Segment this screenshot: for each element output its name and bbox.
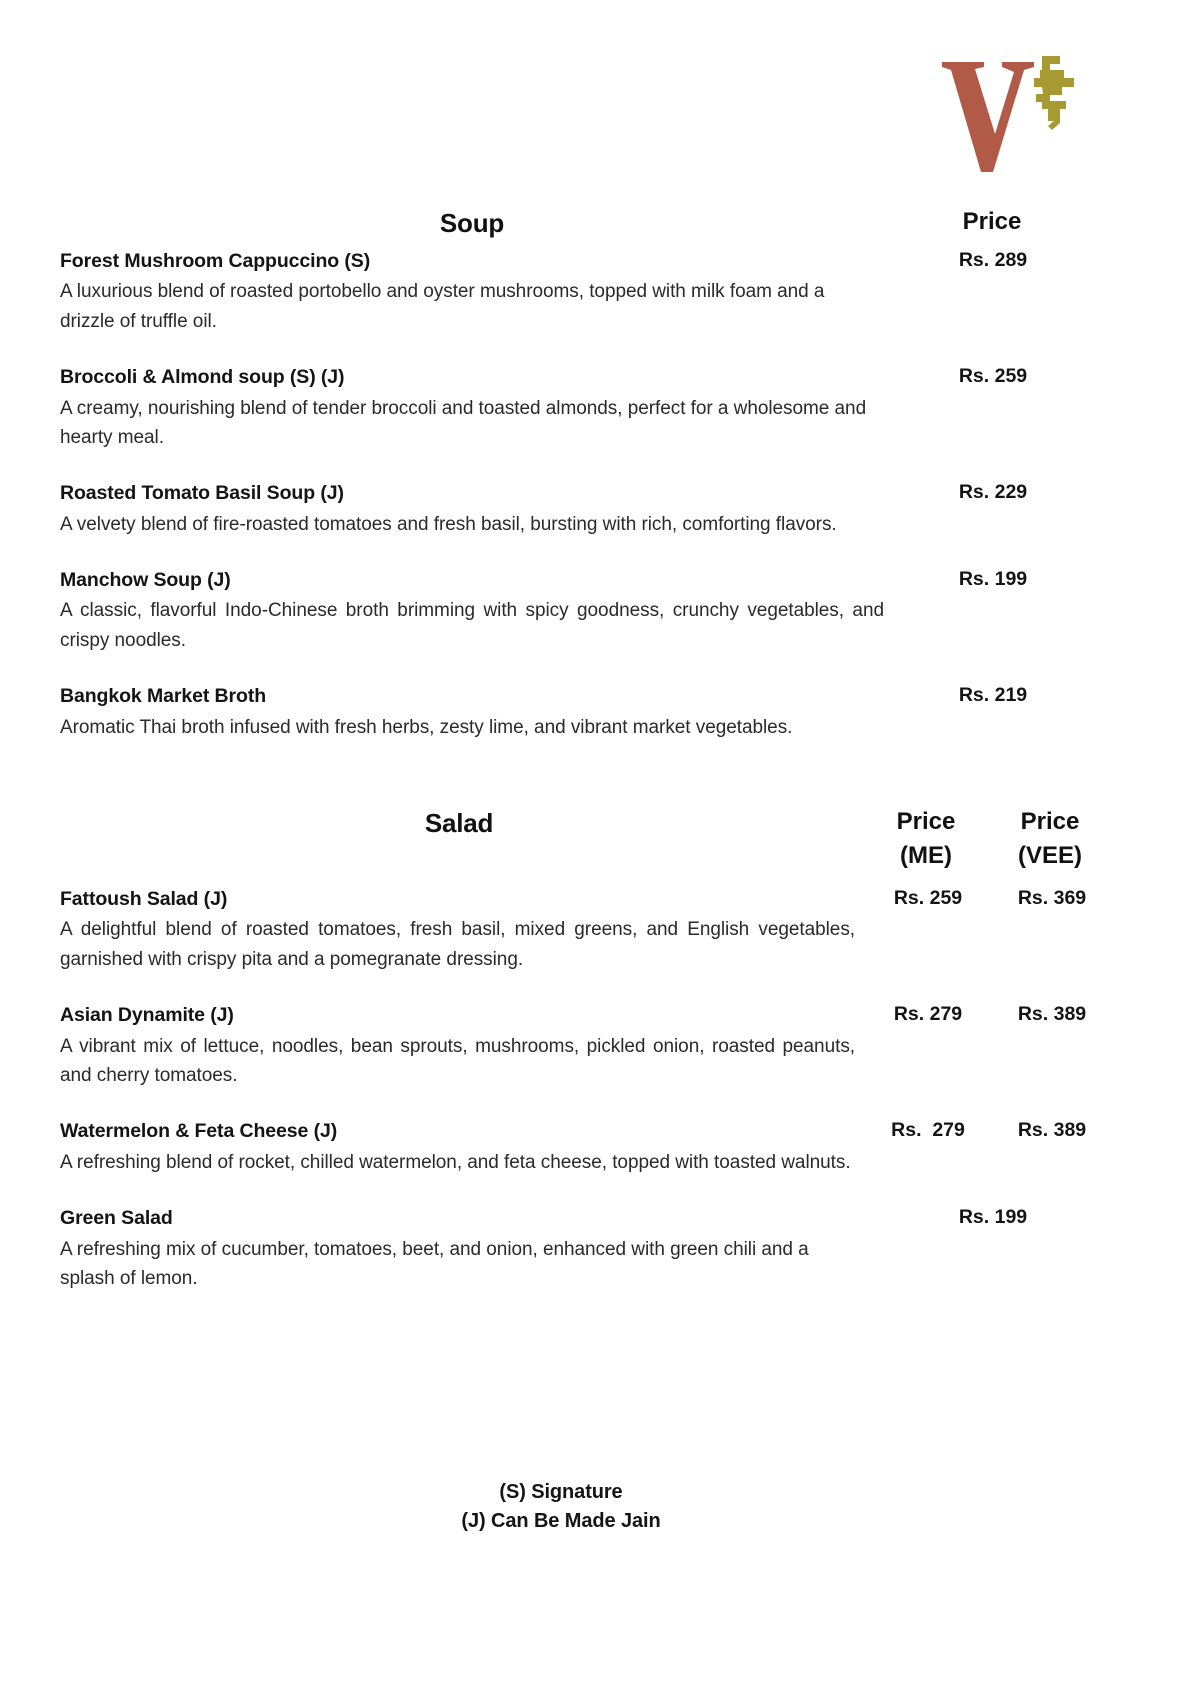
item-name: Asian Dynamite (J): [60, 1004, 234, 1027]
item-description: A velvety blend of fire-roasted tomatoes and fresh basil, bursting with rich, comforting flavors.: [60, 513, 837, 535]
section-spacer: [60, 742, 1062, 808]
item-price-group: [812, 364, 1062, 394]
menu-item: [60, 248, 1062, 336]
item-description: A refreshing blend of rocket, chilled watermelon, and feta cheese, topped with toasted walnuts.: [60, 1151, 851, 1173]
item-name: Forest Mushroom Cappuccino (S): [60, 250, 371, 272]
menu-section-salad: [60, 808, 1087, 1293]
menu-item: [60, 480, 1062, 539]
logo-letter-v-icon: [942, 62, 1034, 172]
item-price-vee: Rs. 389: [1017, 1003, 1087, 1026]
item-name: Fattoush Salad (J): [60, 888, 228, 911]
logo-gold-glyph-icon: [1034, 56, 1074, 130]
item-name: Manchow Soup (J): [60, 569, 231, 592]
item-price-group: [812, 248, 1062, 278]
section-header-salad: [60, 808, 1082, 886]
price-column-header-me: [866, 808, 986, 870]
item-description: A luxurious blend of roasted portobello and oyster mushrooms, topped with milk foam and a drizzle of truffle oil.: [60, 281, 825, 332]
menu-item: [60, 364, 1062, 452]
item-description: Aromatic Thai broth infused with fresh herbs, zesty lime, and vibrant market vegetables.: [60, 716, 793, 738]
item-price-group: [812, 1002, 1087, 1032]
price-header-label: Price: [1020, 808, 1080, 836]
menu-item: [60, 886, 1087, 974]
item-price-me: Rs. 279: [891, 1119, 965, 1142]
legend-jain: (J) Can Be Made Jain: [461, 1510, 661, 1532]
item-price-vee: Rs. 369: [1017, 887, 1087, 910]
restaurant-logo: [938, 48, 1088, 178]
section-header-soup: [60, 208, 1062, 248]
item-name: Bangkok Market Broth: [60, 685, 267, 708]
menu-section-soup: [60, 208, 1062, 742]
item-price-group: [812, 480, 1062, 510]
item-price: Rs. 259: [958, 365, 1028, 388]
item-price: Rs. 229: [958, 481, 1028, 504]
item-price: Rs. 199: [958, 568, 1028, 591]
item-price: Rs. 219: [958, 684, 1028, 707]
legend-signature: (S) Signature: [499, 1481, 623, 1503]
menu-item: [60, 1205, 1062, 1293]
item-description: A vibrant mix of lettuce, noodles, bean sprouts, mushrooms, pickled onion, roasted peanuts, and cherry tomatoes.: [60, 1035, 855, 1086]
item-price-group: [812, 886, 1087, 916]
menu-content: [60, 208, 1087, 1293]
section-title-salad: Salad: [424, 808, 494, 839]
item-name: Broccoli & Almond soup (S) (J): [60, 366, 345, 389]
price-header-label: Price: [896, 808, 956, 836]
logo-artwork: [938, 48, 1088, 178]
item-price-vee: Rs. 389: [1017, 1119, 1087, 1142]
item-price-group: [812, 1205, 1062, 1235]
item-description: A creamy, nourishing blend of tender broccoli and toasted almonds, perfect for a wholesome and hearty meal.: [60, 397, 867, 448]
menu-item: [60, 1002, 1087, 1090]
item-description: A refreshing mix of cucumber, tomatoes, beet, and onion, enhanced with green chili and a splash of lemon.: [60, 1238, 809, 1289]
item-price-group: [812, 567, 1062, 597]
item-price-group: [812, 1118, 1087, 1148]
price-header-sublabel: (VEE): [1017, 842, 1082, 870]
menu-item: [60, 1118, 1087, 1177]
item-name: Green Salad: [60, 1207, 173, 1230]
price-column-header-soup: Price: [962, 208, 1022, 235]
item-price-me: Rs. 199: [958, 1206, 1028, 1229]
menu-item: [60, 683, 1062, 742]
menu-item: [60, 567, 1062, 655]
item-name: Watermelon & Feta Cheese (J): [60, 1120, 338, 1143]
section-title-soup: Soup: [439, 208, 505, 238]
price-column-header-vee: [990, 808, 1110, 870]
item-name: Roasted Tomato Basil Soup (J): [60, 482, 344, 505]
price-header-sublabel: (ME): [900, 842, 952, 870]
item-price: Rs. 289: [958, 249, 1028, 271]
item-price-me: Rs. 279: [893, 1003, 963, 1026]
item-price-me: Rs. 259: [893, 887, 963, 910]
item-description: A classic, flavorful Indo-Chinese broth brimming with spicy goodness, crunchy vegetables, and crispy noodles.: [60, 600, 884, 651]
menu-legend: [60, 1478, 1062, 1536]
item-description: A delightful blend of roasted tomatoes, fresh basil, mixed greens, and English vegetables, garnished with crispy pita and a pomegranate dressing.: [60, 919, 855, 970]
item-price-group: [812, 683, 1062, 713]
